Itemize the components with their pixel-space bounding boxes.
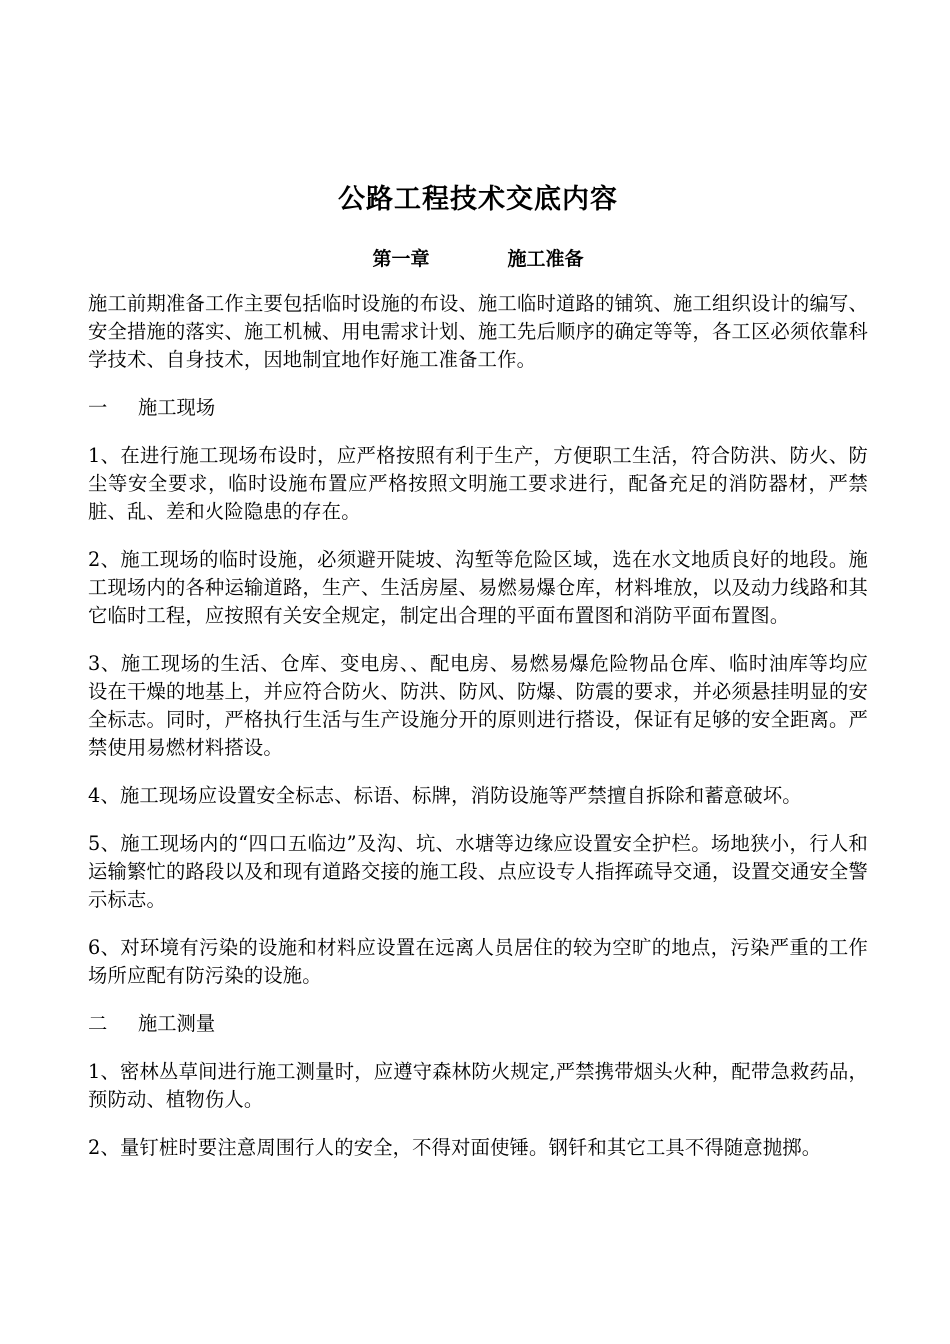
section-number: 一 <box>88 396 108 419</box>
section-number: 二 <box>88 1012 108 1035</box>
intro-paragraph: 施工前期准备工作主要包括临时设施的布设、施工临时道路的铺筑、施工组织设计的编写、安全措施的落实、施工机械、用电需求计划、施工先后顺序的确定等等，各工区必须依靠科学技术、自身技术，因地制宜地作好施工准备工作。 <box>88 292 868 371</box>
chapter-number: 第一章 <box>372 248 430 270</box>
body-paragraph: 4、施工现场应设置安全标志、标语、标牌，消防设施等严禁擅自拆除和蓄意破坏。 <box>88 784 802 807</box>
body-paragraph: 2、量钉桩时要注意周围行人的安全，不得对面使锤。钢钎和其它工具不得随意抛掷。 <box>88 1136 822 1159</box>
document-body <box>88 290 868 1182</box>
body-paragraph: 1、在进行施工现场布设时，应严格按照有利于生产，方便职工生活，符合防洪、防火、防尘等安全要求，临时设施布置应严格按照文明施工要求进行，配备充足的消防器材，严禁脏、乱、差和火险隐患的存在。 <box>88 444 868 523</box>
section-title: 施工测量 <box>138 1012 216 1035</box>
chapter-heading <box>88 244 868 274</box>
body-paragraph: 6、对环境有污染的设施和材料应设置在远离人员居住的较为空旷的地点，污染严重的工作场所应配有防污染的设施。 <box>88 936 868 987</box>
body-paragraph: 2、施工现场的临时设施，必须避开陡坡、沟堑等危险区域，选在水文地质良好的地段。施工现场内的各种运输道路，生产、生活房屋、易燃易爆仓库，材料堆放，以及动力线路和其它临时工程，应按照有关安全规定，制定出合理的平面布置图和消防平面布置图。 <box>88 548 868 627</box>
body-paragraph: 1、密林丛草间进行施工测量时，应遵守森林防火规定,严禁携带烟头火种，配带急救药品，预防动、植物伤人。 <box>88 1060 868 1111</box>
page-title: 公路工程技术交底内容 <box>338 184 618 215</box>
body-paragraph: 5、施工现场内的“四口五临边”及沟、坑、水塘等边缘应设置安全护栏。场地狭小，行人和运输繁忙的路段以及和现有道路交接的施工段、点应设专人指挥疏导交通，设置交通安全警示标志。 <box>88 832 868 911</box>
body-paragraph: 3、施工现场的生活、仓库、变电房、、配电房、易燃易爆危险物品仓库、临时油库等均应设在干燥的地基上，并应符合防火、防洪、防风、防爆、防震的要求，并必须悬挂明显的安全标志。同时，严格执行生活与生产设施分开的原则进行搭设，保证有足够的安全距离。严禁使用易燃材料搭设。 <box>88 652 868 759</box>
section-heading <box>88 1010 868 1038</box>
section-title: 施工现场 <box>138 396 216 419</box>
chapter-name: 施工准备 <box>507 248 584 270</box>
section-heading <box>88 394 868 422</box>
